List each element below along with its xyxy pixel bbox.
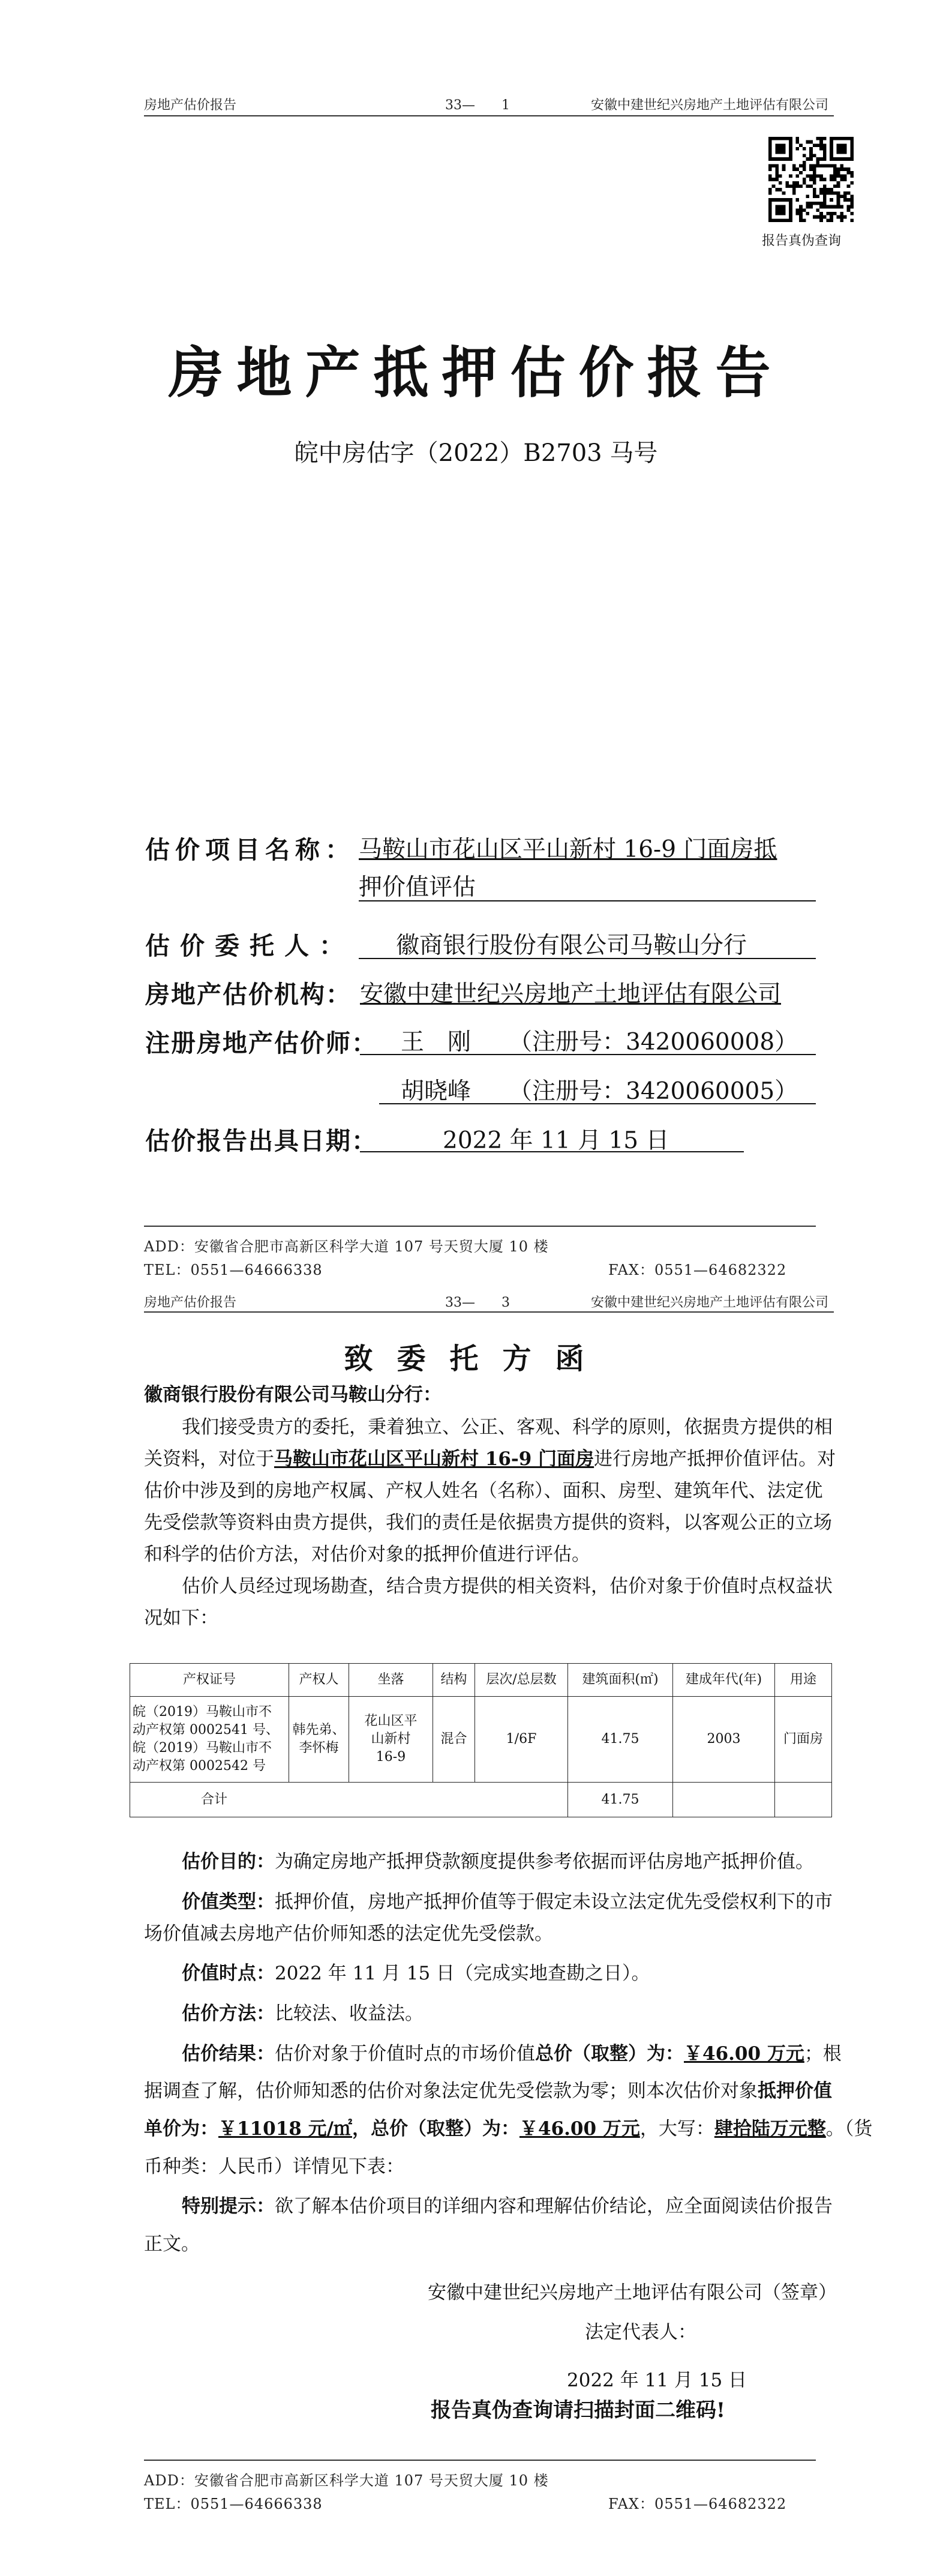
result-text-bold: 抵押价值 bbox=[758, 2080, 832, 2102]
result-text: ，大写： bbox=[639, 2118, 714, 2140]
signature-date: 2022 年 11 月 15 日 bbox=[567, 2370, 747, 2391]
table-header: 坐落 bbox=[349, 1664, 433, 1697]
value-date-text: 2022 年 11 月 15 日（完成实地查勘之日）。 bbox=[275, 1963, 650, 1984]
value-type-text: 抵押价值，房地产抵押价值等于假定未设立法定优先受偿权利下的市 bbox=[275, 1891, 833, 1913]
report-title: 房地产抵押估价报告 bbox=[168, 340, 784, 405]
cell-line: 花山区平 bbox=[364, 1714, 418, 1729]
cert-number-cell bbox=[130, 1697, 289, 1783]
appraiser1-name: 王 刚 bbox=[401, 1029, 472, 1056]
agency-value: 安徽中建世纪兴房地产土地评估有限公司 bbox=[360, 981, 782, 1008]
empty-cell bbox=[673, 1783, 775, 1817]
owner-cell bbox=[289, 1697, 349, 1783]
letter-title: 致委托方函 bbox=[344, 1342, 608, 1376]
location-cell bbox=[349, 1697, 433, 1783]
year-cell: 2003 bbox=[673, 1697, 775, 1783]
header-rule bbox=[144, 115, 834, 116]
tip-label: 特别提示： bbox=[182, 2195, 275, 2217]
result-text: 据调查了解，估价师知悉的估价对象法定优先受偿款为零 bbox=[144, 2080, 609, 2102]
table-total-row bbox=[130, 1783, 832, 1817]
value-date-label: 价值时点： bbox=[182, 1963, 275, 1984]
footer-address: ADD：安徽省合肥市高新区科学大道 107 号天贸大厦 10 楼 bbox=[144, 1238, 549, 1255]
result-text-bold: ，总价（取整）为： bbox=[352, 2118, 519, 2140]
project-underline bbox=[359, 900, 816, 901]
para1-line3: 估价中涉及到的房地产权属、产权人姓名（名称）、面积、房型、建筑年代、法定优 bbox=[144, 1480, 823, 1502]
property-address: 马鞍山市花山区平山新村 16-9 门面房 bbox=[274, 1448, 594, 1470]
page-header-number: 33— 1 bbox=[445, 98, 510, 113]
purpose-label: 估价目的： bbox=[182, 1851, 275, 1873]
footer-address: ADD：安徽省合肥市高新区科学大道 107 号天贸大厦 10 楼 bbox=[144, 2472, 549, 2489]
value-type-line1 bbox=[182, 1886, 833, 1918]
total-label: 合计 bbox=[130, 1783, 568, 1817]
para1-line5: 和科学的估价方法，对估价对象的抵押价值进行评估。 bbox=[144, 1544, 590, 1565]
tip-line2: 正文。 bbox=[144, 2233, 200, 2255]
result-text-bold: 单价为： bbox=[144, 2118, 218, 2140]
value-date-line bbox=[182, 1958, 650, 1990]
footer-tel: TEL：0551—64666338 bbox=[144, 2496, 323, 2512]
appraiser2-reg: （注册号：3420060005） bbox=[509, 1078, 798, 1105]
table-header: 结构 bbox=[433, 1664, 475, 1697]
table-row bbox=[130, 1697, 832, 1783]
structure-cell: 混合 bbox=[433, 1697, 475, 1783]
value-type-label: 价值类型： bbox=[182, 1891, 275, 1913]
result-line3 bbox=[144, 2113, 872, 2145]
method-line bbox=[182, 1998, 424, 2030]
date-value: 2022 年 11 月 15 日 bbox=[443, 1127, 669, 1154]
result-text: ；则本次估价对象 bbox=[609, 2080, 758, 2102]
purpose-text: 为确定房地产抵押贷款额度提供参考依据而评估房地产抵押价值。 bbox=[275, 1851, 814, 1873]
purpose-line bbox=[182, 1846, 814, 1878]
cell-line: 李怀梅 bbox=[299, 1741, 339, 1756]
client-value: 徽商银行股份有限公司马鞍山分行 bbox=[396, 932, 747, 959]
cell-line: 16-9 bbox=[376, 1750, 406, 1765]
tip-text: 欲了解本估价项目的详细内容和理解估价结论，应全面阅读估价报告 bbox=[275, 2195, 833, 2217]
result-text-bold: 总价（取整）为： bbox=[535, 2043, 684, 2065]
appraiser1-reg: （注册号：3420060008） bbox=[509, 1029, 798, 1056]
table-header: 层次/总层数 bbox=[475, 1664, 568, 1697]
appraiser-label: 注册房地产估价师： bbox=[145, 1029, 377, 1058]
footer-rule bbox=[144, 1226, 816, 1227]
client-label: 估价委托人： bbox=[145, 931, 354, 960]
para1-line2-post: 进行房地产抵押价值评估。对 bbox=[594, 1448, 836, 1470]
table-header: 建筑面积(㎡) bbox=[568, 1664, 673, 1697]
use-cell: 门面房 bbox=[775, 1697, 832, 1783]
cell-line: 山新村 bbox=[371, 1732, 411, 1747]
floor-cell: 1/6F bbox=[475, 1697, 568, 1783]
para1-line4: 先受偿款等资料由贵方提供，我们的责任是依据贵方提供的资料，以客观公正的立场 bbox=[144, 1512, 832, 1533]
table-header: 建成年代(年) bbox=[673, 1664, 775, 1697]
property-table bbox=[130, 1663, 832, 1817]
footer-tel: TEL：0551—64666338 bbox=[144, 1262, 323, 1278]
result-line2 bbox=[144, 2075, 832, 2107]
para1-line2 bbox=[144, 1443, 836, 1475]
result-label: 估价结果： bbox=[182, 2043, 275, 2065]
page-header-left: 房地产估价报告 bbox=[144, 98, 237, 113]
unit-price: ￥11018 元/㎡ bbox=[218, 2118, 352, 2140]
table-header: 产权人 bbox=[289, 1664, 349, 1697]
result-text: 。（货 bbox=[825, 2118, 873, 2140]
qr-caption: 报告真伪查询 bbox=[762, 233, 842, 248]
project-value-line1: 马鞍山市花山区平山新村 16-9 门面房抵 bbox=[359, 836, 777, 863]
footer-fax: FAX：0551—64682322 bbox=[608, 2496, 787, 2512]
date-underline bbox=[360, 1151, 744, 1152]
cell-line: 皖（2019）马鞍山市不 bbox=[133, 1741, 272, 1756]
appraiser2-name: 胡晓峰 bbox=[401, 1078, 472, 1105]
agency-label: 房地产估价机构： bbox=[145, 980, 352, 1009]
para2-line2: 况如下： bbox=[144, 1607, 218, 1629]
result-line1 bbox=[182, 2038, 842, 2070]
empty-cell bbox=[775, 1783, 832, 1817]
method-label: 估价方法： bbox=[182, 2003, 275, 2024]
footer-fax: FAX：0551—64682322 bbox=[608, 1262, 787, 1278]
total-value-in-words: 肆拾陆万元整 bbox=[714, 2118, 826, 2140]
result-line4: 币种类：人民币）详情见下表： bbox=[144, 2156, 404, 2177]
page-header-left: 房地产估价报告 bbox=[144, 1295, 237, 1310]
legal-representative: 法定代表人： bbox=[585, 2322, 696, 2343]
cell-line: 动产权第 0002542 号 bbox=[133, 1759, 266, 1774]
cell-line: 韩先弟、 bbox=[292, 1723, 346, 1738]
total-area: 41.75 bbox=[568, 1783, 673, 1817]
addressee: 徽商银行股份有限公司马鞍山分行： bbox=[144, 1384, 442, 1406]
verification-notice: 报告真伪查询请扫描封面二维码! bbox=[431, 2398, 725, 2422]
date-label: 估价报告出具日期： bbox=[145, 1127, 377, 1155]
footer-rule bbox=[144, 2460, 816, 2461]
total-value: ￥46.00 万元 bbox=[684, 2043, 804, 2065]
cell-line: 动产权第 0002541 号、 bbox=[133, 1723, 279, 1738]
method-text: 比较法、收益法。 bbox=[275, 2003, 424, 2024]
report-number: 皖中房估字（2022）B2703 马号 bbox=[294, 439, 658, 467]
area-cell: 41.75 bbox=[568, 1697, 673, 1783]
appraiser2-underline bbox=[379, 1103, 816, 1104]
para2-line1: 估价人员经过现场勘查，结合贵方提供的相关资料，估价对象于价值时点权益状 bbox=[182, 1575, 833, 1597]
page-header-right: 安徽中建世纪兴房地产土地评估有限公司 bbox=[591, 98, 829, 113]
table-header-row bbox=[130, 1664, 832, 1697]
para1-line2-pre: 关资料，对位于 bbox=[144, 1448, 274, 1470]
table-header: 产权证号 bbox=[130, 1664, 289, 1697]
signature-company: 安徽中建世纪兴房地产土地评估有限公司（签章） bbox=[428, 2282, 837, 2304]
qr-code-icon[interactable] bbox=[768, 137, 854, 222]
result-text: ；根 bbox=[804, 2043, 842, 2065]
cell-line: 皖（2019）马鞍山市不 bbox=[133, 1705, 272, 1720]
result-text: 估价对象于价值时点的市场价值 bbox=[275, 2043, 535, 2065]
project-label: 估价项目名称： bbox=[145, 835, 355, 864]
page-header-number: 33— 3 bbox=[445, 1295, 510, 1310]
value-type-line2: 场价值减去房地产估价师知悉的法定优先受偿款。 bbox=[144, 1923, 553, 1945]
page-header-right: 安徽中建世纪兴房地产土地评估有限公司 bbox=[591, 1295, 829, 1310]
para1-line1: 我们接受贵方的委托，秉着独立、公正、客观、科学的原则，依据贵方提供的相 bbox=[182, 1416, 833, 1438]
table-header: 用途 bbox=[775, 1664, 832, 1697]
project-value-line2: 押价值评估 bbox=[359, 874, 476, 901]
client-underline bbox=[359, 958, 816, 959]
tip-line1 bbox=[182, 2191, 833, 2222]
appraiser1-underline bbox=[360, 1054, 816, 1055]
header-rule bbox=[144, 1311, 834, 1313]
total-value: ￥46.00 万元 bbox=[519, 2118, 640, 2140]
